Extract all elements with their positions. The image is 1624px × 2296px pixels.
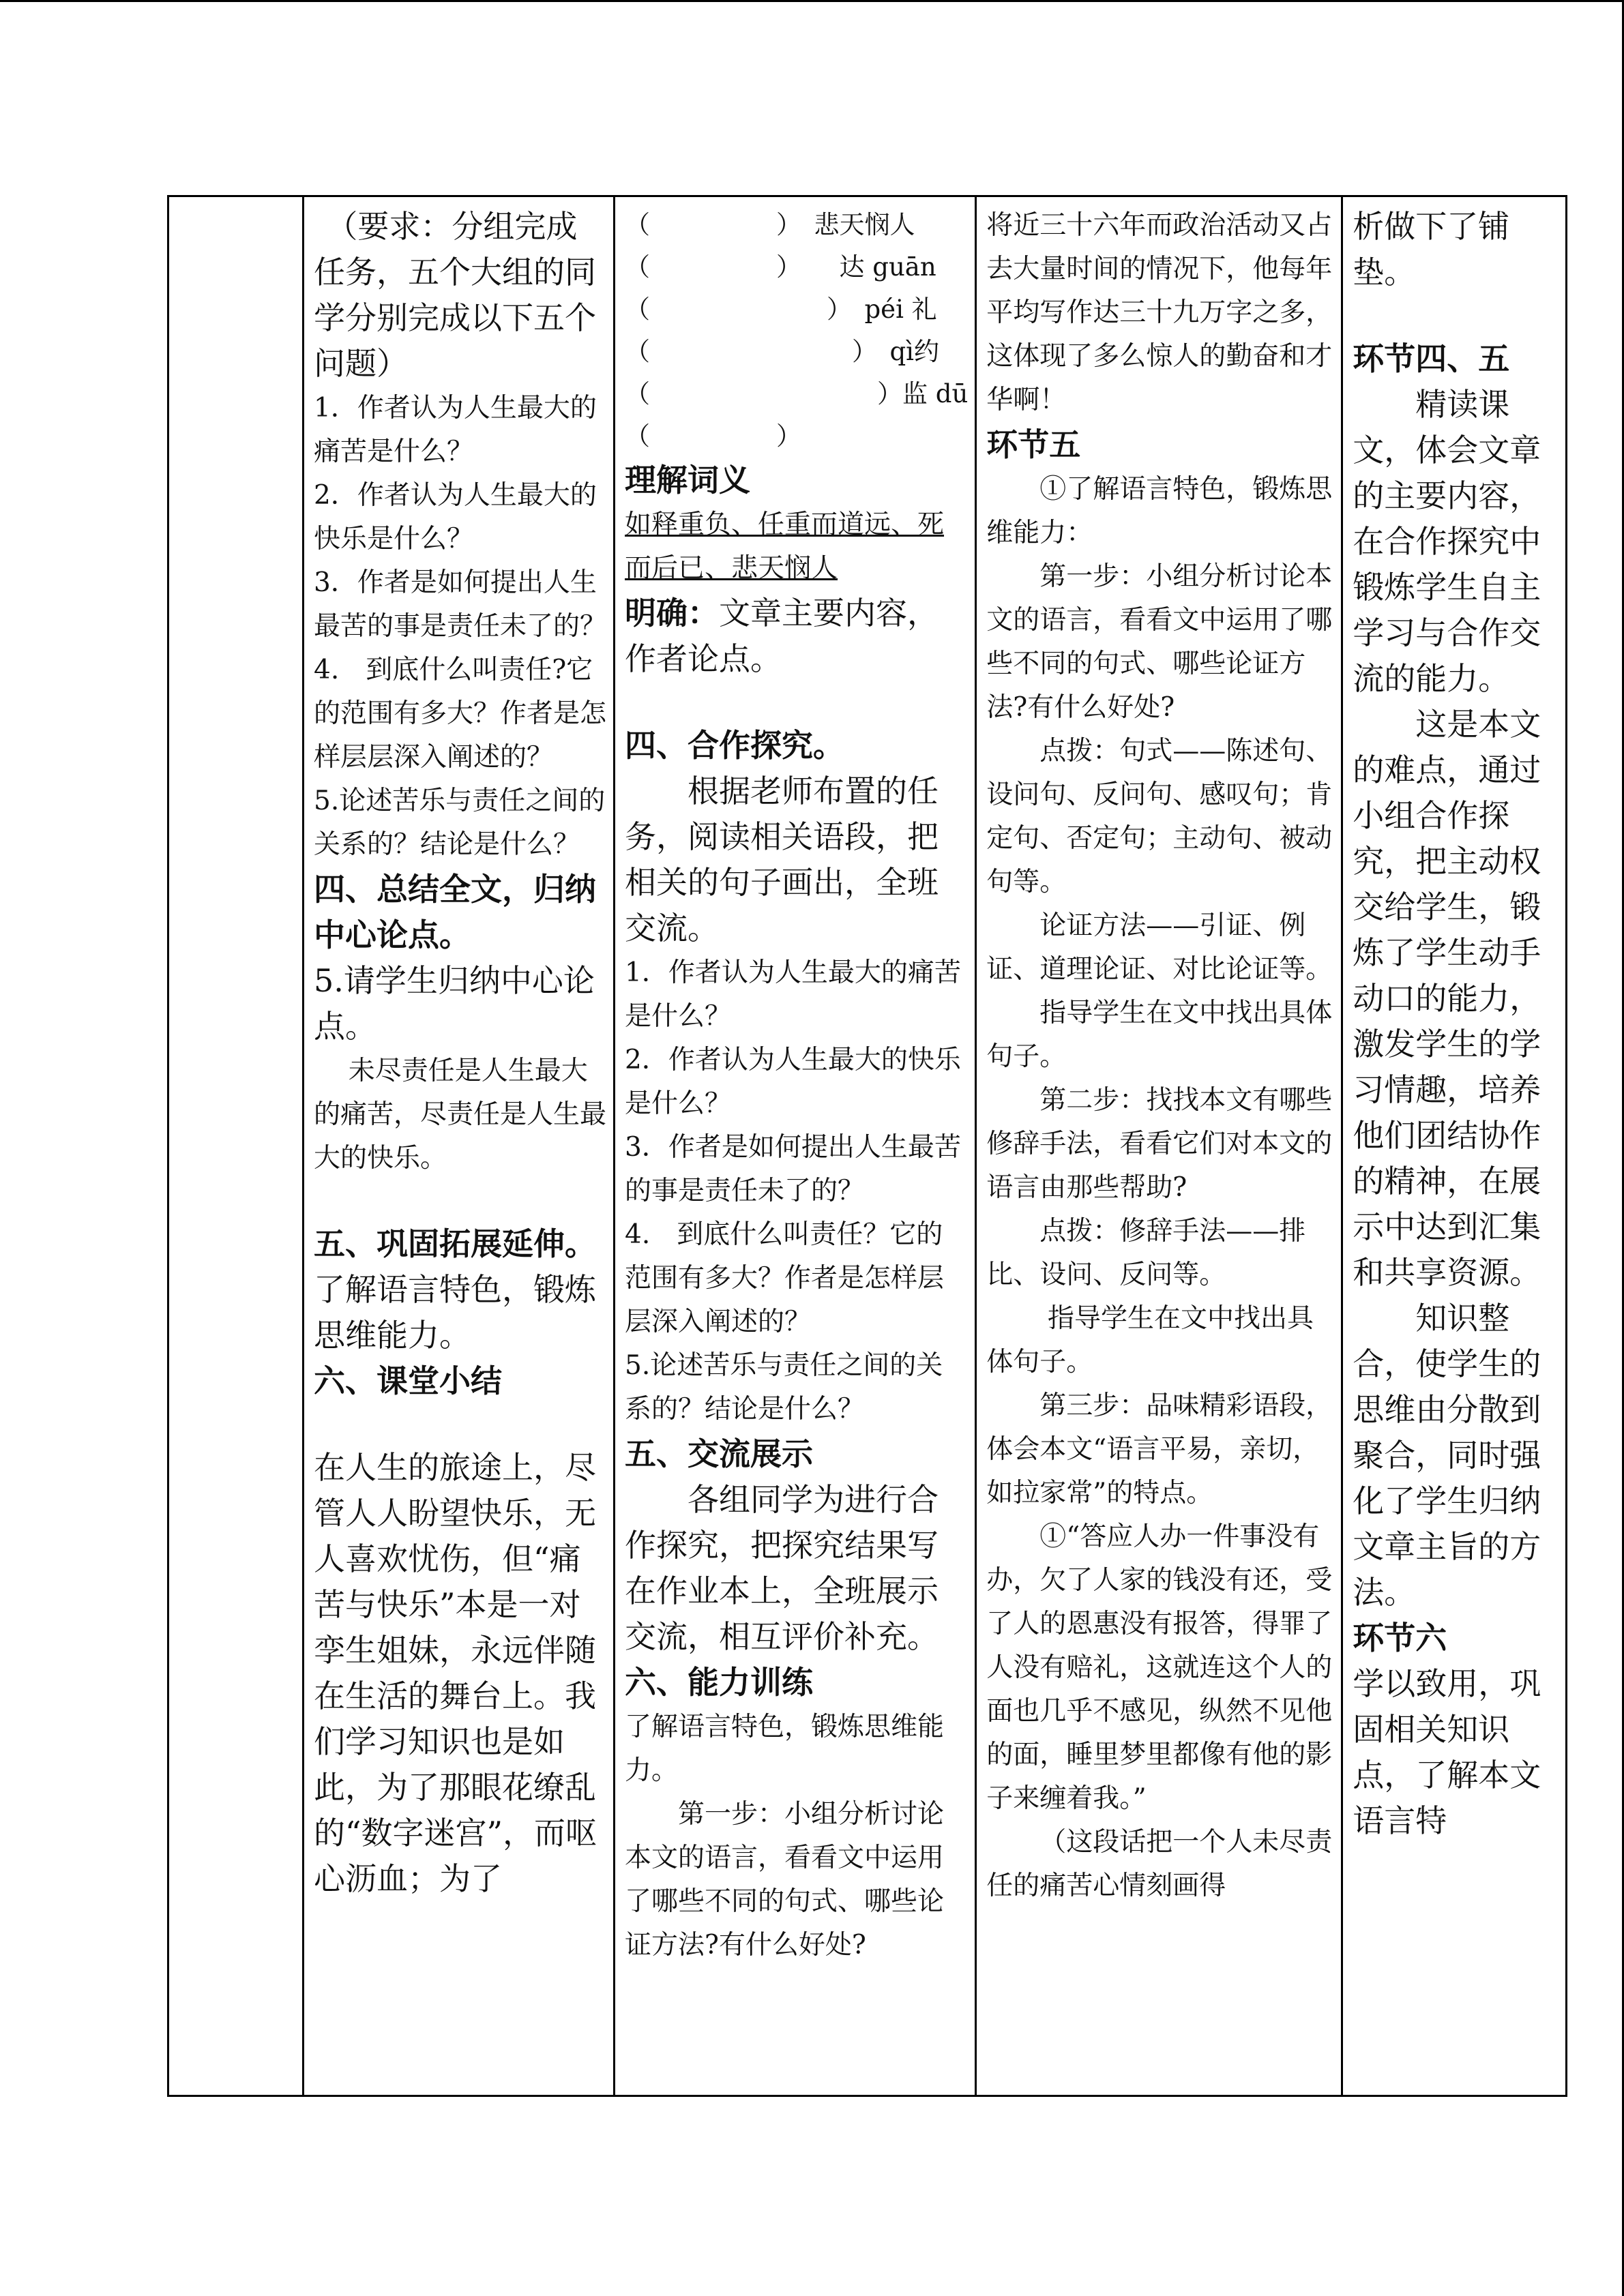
question-5: 5.论述苦乐与责任之间的关系的？结论是什么？: [314, 786, 606, 860]
heading-class-summary: 六、课堂小结: [314, 1362, 502, 1399]
intent-integration: 知识整合，使学生的思维由分散到聚合，同时强化了学生归纳文章主旨的方法。: [1353, 1300, 1541, 1611]
hint-rhetoric: 点拨：修辞手法——排比、设问、反问等。: [986, 1216, 1306, 1290]
hint-argument-methods: 论证方法——引证、例证、道理论证、对比论证等。: [986, 910, 1333, 985]
inquiry-question-1: 1．作者认为人生最大的痛苦是什么？: [625, 957, 961, 1032]
question-1: 1．作者认为人生最大的痛苦是什么？: [314, 393, 597, 467]
intent-close-reading: 精读课文，体会文章的主要内容，在合作探究中锻炼学生自主学习与合作交流的能力。: [1353, 386, 1541, 697]
inquiry-instruction: 根据老师布置的任务，阅读相关语段，把相关的句子画出，全班交流。: [625, 773, 939, 946]
heading-exchange-display: 五、交流展示: [625, 1435, 813, 1472]
quoted-passage: ①“答应人办一件事没有办，欠了人家的钱没有还，受了人的恩惠没有报答，得罪了人没有赔礼，这就连这个人的面也几乎不感见，纵然不见他的面，睡里梦里都像有他的影子来缠着我。”: [986, 1521, 1333, 1814]
fill-blank-5: （ ）监 dū: [625, 379, 969, 408]
student-activity-column: [615, 196, 976, 2096]
fill-blank-4: （ ） qì约: [625, 337, 940, 366]
question-2: 2．作者认为人生最大的快乐是什么？: [314, 480, 597, 554]
heading-ability-training: 六、能力训练: [625, 1664, 813, 1701]
table-row: [168, 196, 1567, 2096]
training-step-1: 第一步：小组分析讨论本文的语言，看看文中运用了哪些不同的句式、哪些论证方法?有什么好处?: [625, 1799, 945, 1960]
stage-five-goal: ①了解语言特色，锻炼思维能力：: [986, 474, 1333, 548]
design-intent-column: [1342, 196, 1567, 2096]
clarify-text: [625, 591, 968, 682]
passage-analysis: （这段话把一个人未尽责任的痛苦心情刻画得: [986, 1827, 1333, 1901]
task-5: 5.请学生归纳中心论点。: [314, 962, 595, 1045]
central-argument: 未尽责任是人生最大的痛苦，尽责任是人生最大的快乐。: [314, 1056, 607, 1174]
inquiry-question-3: 3．作者是如何提出人生最苦的事是责任未了的？: [625, 1132, 961, 1206]
exchange-text: 各组同学为进行合作探究，把探究结果写在作业本上，全班展示交流，相互评价补充。: [625, 1481, 939, 1655]
heading-word-meaning: 理解词义: [625, 462, 750, 498]
heading-stage-four-five: 环节四、五: [1353, 340, 1510, 377]
fill-blank-6: （ ）: [625, 421, 801, 451]
lesson-plan-table: [167, 195, 1567, 2097]
intent-application: 学以致用，巩固相关知识点，了解本文语言特: [1353, 1665, 1541, 1839]
heading-stage-five: 环节五: [986, 426, 1081, 463]
requirement-text: （要求：分组完成任务，五个大组的同学分别完成以下五个问题）: [314, 208, 596, 382]
guide-find-sentences-2: 指导学生在文中找出具体句子。: [986, 1303, 1314, 1377]
summary-text: 在人生的旅途上，尽管人人盼望快乐，无人喜欢忧伤，但“痛苦与快乐”本是一对孪生姐妹，永远伴随在生活的舞台上。我们学习知识也是如此，为了那眼花缭乱的“数字迷宫”，而呕心沥血；为了: [314, 1449, 597, 1897]
question-4: 4. 到底什么叫责任?它的范围有多大？作者是怎样层层深入阐述的？: [314, 655, 607, 773]
fill-blank-2: （ ） 达 guān: [625, 252, 936, 282]
step-two: 第二步：找找本文有哪些修辞手法，看看它们对本文的语言由那些帮助?: [986, 1085, 1333, 1203]
diligence-text: 将近三十六年而政治活动又占去大量时间的情况下，他每年平均写作达三十九万字之多，这体现了多么惊人的勤奋和才华啊！: [986, 210, 1333, 415]
heading-cooperative-inquiry: 四、合作探究。: [625, 727, 844, 764]
question-3: 3．作者是如何提出人生最苦的事是责任未了的？: [314, 567, 607, 642]
page-top-edge: [0, 0, 1624, 2]
teaching-process-column: [304, 196, 615, 2096]
training-intro: 了解语言特色，锻炼思维能力。: [625, 1712, 945, 1786]
heading-summarize: 四、总结全文，归纳中心论点。: [314, 871, 596, 953]
word-list: 如释重负、任重而道远、死而后已、悲天悯人: [625, 509, 945, 584]
language-feature-text: 了解语言特色，锻炼思维能力。: [314, 1271, 596, 1354]
inquiry-question-2: 2．作者认为人生最大的快乐是什么？: [625, 1045, 961, 1119]
fill-blank-1: （ ） 悲天悯人: [625, 210, 915, 239]
inquiry-question-4: 4. 到底什么叫责任？它的范围有多大？作者是怎样层层深入阐述的？: [625, 1219, 945, 1337]
intent-difficulty: 这是本文的难点，通过小组合作探究，把主动权交给学生，锻炼了学生动手动口的能力，激发学生的学习情趣，培养他们团结协作的精神，在展示中达到汇集和共享资源。: [1353, 706, 1541, 1291]
intent-continued: 析做下了铺垫。: [1353, 208, 1510, 290]
step-one: 第一步：小组分析讨论本文的语言，看看文中运用了哪些不同的句式、哪些论证方法?有什么好处?: [986, 561, 1333, 723]
clarify-label: 明确：: [625, 595, 719, 631]
inquiry-question-5: 5.论述苦乐与责任之间的关系的？结论是什么？: [625, 1350, 943, 1425]
blank-column: [168, 196, 304, 2096]
hint-sentence-types: 点拨：句式——陈述句、设问句、反问句、感叹句；肯定句、否定句；主动句、被动句等。: [986, 736, 1333, 897]
heading-consolidate: 五、巩固拓展延伸。: [314, 1225, 596, 1262]
heading-stage-six: 环节六: [1353, 1620, 1447, 1656]
guide-find-sentences-1: 指导学生在文中找出具体句子。: [986, 998, 1333, 1072]
clarify-content: 文章主要内容，作者论点。: [625, 595, 939, 677]
step-three: 第三步：品味精彩语段，体会本文“语言平易，亲切，如拉家常”的特点。: [986, 1390, 1333, 1508]
design-notes-column: [976, 196, 1342, 2096]
fill-blank-3: （ ） péi 礼: [625, 295, 937, 324]
